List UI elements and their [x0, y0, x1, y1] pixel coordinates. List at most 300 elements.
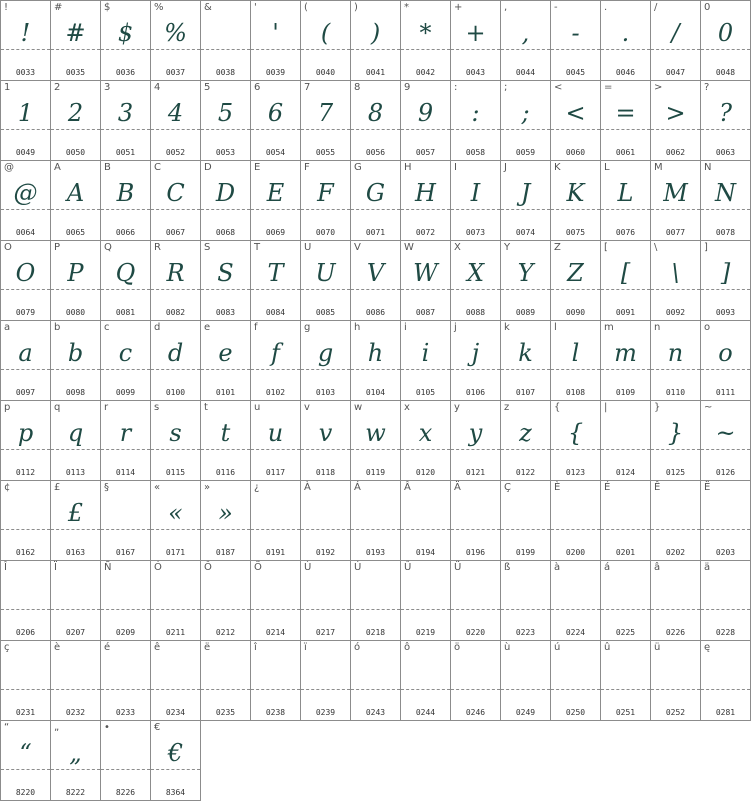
cell-char-label: D: [204, 162, 212, 173]
char-code: 0246: [465, 708, 486, 717]
cell-char-label: S: [204, 242, 211, 253]
char-code: 0057: [415, 148, 436, 157]
glyph-cell: [400, 240, 451, 321]
char-code: 0070: [315, 228, 336, 237]
char-code: 0064: [15, 228, 36, 237]
glyph-sample: ): [370, 19, 381, 47]
glyph-cell: [600, 320, 651, 401]
glyph-sample: q: [67, 419, 84, 447]
char-code: 0098: [65, 388, 86, 397]
char-code: 0196: [465, 548, 486, 557]
char-code: 0088: [465, 308, 486, 317]
cell-char-label: é: [104, 642, 111, 653]
char-code: 0078: [715, 228, 736, 237]
cell-char-label: â: [654, 562, 661, 573]
char-code: 0101: [215, 388, 236, 397]
cell-char-label: |: [604, 402, 608, 413]
char-code: 0201: [615, 548, 636, 557]
cell-char-label: Ä: [454, 482, 461, 493]
char-code: 0250: [565, 708, 586, 717]
glyph-cell: [400, 0, 451, 81]
glyph-sample: k: [518, 339, 533, 367]
glyph-sample: M: [663, 179, 688, 207]
glyph-sample: p: [17, 419, 34, 447]
cell-char-label: w: [354, 402, 363, 413]
cell-char-label: à: [554, 562, 561, 573]
baseline-guide: [601, 689, 650, 690]
glyph-sample: [: [620, 259, 631, 287]
char-code: 0050: [65, 148, 86, 157]
char-code: 0194: [415, 548, 436, 557]
glyph-cell: [700, 480, 751, 561]
glyph-sample: T: [267, 259, 284, 287]
glyph-sample: z: [519, 419, 532, 447]
glyph-sample: L: [617, 179, 634, 207]
cell-char-label: i: [404, 322, 407, 333]
cell-char-label: è: [54, 642, 61, 653]
baseline-guide: [201, 609, 250, 610]
char-code: 0052: [165, 148, 186, 157]
glyph-cell: [450, 320, 501, 401]
glyph-cell: [700, 400, 751, 481]
char-code: 0171: [165, 548, 186, 557]
glyph-sample: }: [667, 419, 684, 447]
cell-char-label: B: [104, 162, 111, 173]
baseline-guide: [201, 689, 250, 690]
glyph-sample: 3: [117, 99, 134, 127]
glyph-sample: H: [415, 179, 436, 207]
glyph-cell: [250, 80, 301, 161]
glyph-cell: [100, 160, 151, 241]
glyph-cell: [550, 640, 601, 721]
glyph-cell: [200, 0, 251, 81]
cell-char-label: Ü: [454, 562, 462, 573]
cell-char-label: Z: [554, 242, 561, 253]
glyph-cell: [100, 400, 151, 481]
cell-char-label: {: [554, 402, 561, 413]
glyph-sample: K: [566, 179, 585, 207]
glyph-sample: Q: [115, 259, 136, 287]
glyph-sample: #: [65, 19, 86, 47]
cell-char-label: y: [454, 402, 460, 413]
glyph-sample: -: [571, 19, 580, 47]
glyph-cell: [600, 560, 651, 641]
glyph-cell: [100, 80, 151, 161]
baseline-guide: [651, 529, 700, 530]
glyph-cell: [500, 640, 551, 721]
char-code: 0081: [115, 308, 136, 317]
glyph-sample: „: [69, 739, 82, 767]
cell-char-label: £: [54, 482, 61, 493]
glyph-cell: [200, 160, 251, 241]
glyph-cell: [200, 400, 251, 481]
glyph-sample: P: [67, 259, 84, 287]
glyph-sample: i: [421, 339, 430, 367]
char-code: 0218: [365, 628, 386, 637]
char-code: 0219: [415, 628, 436, 637]
glyph-cell: [200, 480, 251, 561]
cell-char-label: V: [354, 242, 361, 253]
baseline-guide: [201, 49, 250, 50]
cell-char-label: Ù: [304, 562, 312, 573]
char-code: 0121: [465, 468, 486, 477]
cell-char-label: I: [454, 162, 457, 173]
glyph-sample: n: [667, 339, 684, 367]
glyph-sample: 9: [417, 99, 434, 127]
glyph-sample: £: [67, 499, 84, 527]
cell-char-label: ô: [404, 642, 411, 653]
cell-char-label: •: [104, 722, 110, 733]
char-code: 0225: [615, 628, 636, 637]
baseline-guide: [601, 529, 650, 530]
char-code: 0087: [415, 308, 436, 317]
glyph-cell: [600, 0, 651, 81]
glyph-sample: .: [621, 19, 630, 47]
char-code: 0051: [115, 148, 136, 157]
glyph-cell: [0, 80, 51, 161]
cell-char-label: F: [304, 162, 310, 173]
cell-char-label: „: [54, 722, 60, 733]
cell-char-label: 8: [354, 82, 361, 93]
char-code: 0058: [465, 148, 486, 157]
cell-char-label: ]: [704, 242, 708, 253]
char-code: 0086: [365, 308, 386, 317]
char-code: 0066: [115, 228, 136, 237]
glyph-cell: [150, 560, 201, 641]
baseline-guide: [601, 609, 650, 610]
cell-char-label: t: [204, 402, 208, 413]
baseline-guide: [101, 769, 150, 770]
cell-char-label: Û: [404, 562, 412, 573]
glyph-sample: m: [614, 339, 637, 367]
baseline-guide: [351, 609, 400, 610]
baseline-guide: [401, 609, 450, 610]
char-code: 0249: [515, 708, 536, 717]
char-code: 0231: [15, 708, 36, 717]
glyph-cell: [600, 480, 651, 561]
glyph-cell: [300, 0, 351, 81]
cell-char-label: :: [454, 82, 458, 93]
glyph-cell: [700, 320, 751, 401]
char-code: 0206: [15, 628, 36, 637]
glyph-cell: [50, 400, 101, 481]
baseline-guide: [501, 609, 550, 610]
glyph-cell: [400, 400, 451, 481]
cell-char-label: f: [254, 322, 258, 333]
cell-char-label: î: [254, 642, 257, 653]
char-code: 0193: [365, 548, 386, 557]
cell-char-label: ': [254, 2, 257, 13]
glyph-sample: a: [18, 339, 33, 367]
glyph-sample: »: [218, 499, 233, 527]
char-code: 0062: [665, 148, 686, 157]
baseline-guide: [701, 689, 750, 690]
cell-char-label: A: [54, 162, 61, 173]
glyph-cell: [100, 240, 151, 321]
glyph-sample: F: [317, 179, 334, 207]
glyph-cell: [250, 320, 301, 401]
char-code: 0123: [565, 468, 586, 477]
glyph-cell: [650, 80, 701, 161]
char-code: 0084: [265, 308, 286, 317]
glyph-cell: [650, 560, 701, 641]
glyph-sample: S: [217, 259, 234, 287]
char-code: 8222: [65, 788, 86, 797]
cell-char-label: ú: [554, 642, 561, 653]
cell-char-label: ü: [654, 642, 661, 653]
cell-char-label: Ë: [704, 482, 711, 493]
cell-char-label: s: [154, 402, 160, 413]
char-code: 8364: [165, 788, 186, 797]
char-code: 0214: [265, 628, 286, 637]
cell-char-label: b: [54, 322, 61, 333]
char-code: 0079: [15, 308, 36, 317]
cell-char-label: G: [354, 162, 362, 173]
char-code: 0102: [265, 388, 286, 397]
glyph-sample: ,: [521, 19, 530, 47]
glyph-sample: 7: [317, 99, 334, 127]
cell-char-label: 7: [304, 82, 311, 93]
glyph-cell: [350, 560, 401, 641]
char-code: 0042: [415, 68, 436, 77]
cell-char-label: H: [404, 162, 412, 173]
char-code: 0187: [215, 548, 236, 557]
char-code: 0120: [415, 468, 436, 477]
cell-char-label: T: [254, 242, 261, 253]
cell-char-label: U: [304, 242, 312, 253]
glyph-cell: [200, 240, 251, 321]
cell-char-label: +: [454, 2, 463, 13]
baseline-guide: [251, 609, 300, 610]
glyph-cell: [100, 0, 151, 81]
glyph-cell: [0, 240, 51, 321]
cell-char-label: K: [554, 162, 561, 173]
char-code: 0114: [115, 468, 136, 477]
cell-char-label: ~: [704, 402, 713, 413]
char-code: 0035: [65, 68, 86, 77]
glyph-cell: [350, 320, 401, 401]
glyph-cell: [150, 320, 201, 401]
glyph-sample: x: [418, 419, 433, 447]
glyph-sample: I: [470, 179, 481, 207]
char-code: 0110: [665, 388, 686, 397]
glyph-cell: [700, 640, 751, 721]
glyph-cell: [300, 80, 351, 161]
cell-char-label: ê: [154, 642, 161, 653]
char-code: 0209: [115, 628, 136, 637]
char-code: 0233: [115, 708, 136, 717]
baseline-guide: [1, 609, 50, 610]
cell-char-label: Ï: [54, 562, 57, 573]
glyph-cell: [0, 560, 51, 641]
char-code: 0053: [215, 148, 236, 157]
glyph-cell: [450, 0, 501, 81]
cell-char-label: Y: [504, 242, 511, 253]
glyph-cell: [250, 400, 301, 481]
baseline-guide: [451, 609, 500, 610]
cell-char-label: ,: [504, 2, 508, 13]
baseline-guide: [551, 529, 600, 530]
glyph-cell: [300, 480, 351, 561]
char-code: 0238: [265, 708, 286, 717]
glyph-cell: [500, 480, 551, 561]
cell-char-label: j: [454, 322, 457, 333]
glyph-cell: [600, 240, 651, 321]
glyph-cell: [0, 640, 51, 721]
char-code: 0090: [565, 308, 586, 317]
char-code: 0244: [415, 708, 436, 717]
baseline-guide: [251, 529, 300, 530]
char-code: 0251: [615, 708, 636, 717]
glyph-cell: [350, 240, 401, 321]
char-code: 0226: [665, 628, 686, 637]
glyph-cell: [400, 80, 451, 161]
cell-char-label: %: [154, 2, 164, 13]
cell-char-label: “: [4, 722, 10, 733]
cell-char-label: 6: [254, 82, 261, 93]
glyph-sample: D: [215, 179, 236, 207]
cell-char-label: q: [54, 402, 61, 413]
cell-char-label: R: [154, 242, 161, 253]
glyph-cell: [300, 640, 351, 721]
cell-char-label: É: [604, 482, 611, 493]
glyph-cell: [300, 400, 351, 481]
char-code: 0040: [315, 68, 336, 77]
char-code: 0109: [615, 388, 636, 397]
cell-char-label: Ö: [254, 562, 262, 573]
glyph-cell: [0, 0, 51, 81]
glyph-cell: [550, 400, 601, 481]
cell-char-label: o: [704, 322, 711, 333]
glyph-cell: [0, 720, 51, 801]
baseline-guide: [701, 529, 750, 530]
glyph-cell: [500, 0, 551, 81]
glyph-sample: o: [718, 339, 733, 367]
cell-char-label: N: [704, 162, 712, 173]
char-code: 0113: [65, 468, 86, 477]
baseline-guide: [1, 529, 50, 530]
cell-char-label: <: [554, 82, 563, 93]
glyph-sample: R: [166, 259, 185, 287]
char-code: 0091: [615, 308, 636, 317]
glyph-cell: [200, 560, 251, 641]
glyph-cell: [50, 320, 101, 401]
baseline-guide: [151, 689, 200, 690]
glyph-sample: Z: [567, 259, 584, 287]
cell-char-label: >: [654, 82, 663, 93]
cell-char-label: @: [4, 162, 14, 173]
char-code: 0103: [315, 388, 336, 397]
cell-char-label: €: [154, 722, 161, 733]
glyph-cell: [0, 400, 51, 481]
char-code: 0075: [565, 228, 586, 237]
glyph-cell: [0, 160, 51, 241]
cell-char-label: /: [654, 2, 658, 13]
char-code: 0163: [65, 548, 86, 557]
glyph-cell: [550, 160, 601, 241]
glyph-cell: [0, 480, 51, 561]
glyph-cell: [50, 0, 101, 81]
glyph-sample: Y: [517, 259, 534, 287]
baseline-guide: [651, 689, 700, 690]
glyph-sample: $: [117, 19, 134, 47]
char-code: 0080: [65, 308, 86, 317]
cell-char-label: n: [654, 322, 661, 333]
cell-char-label: =: [604, 82, 613, 93]
char-code: 0167: [115, 548, 136, 557]
char-code: 0228: [715, 628, 736, 637]
baseline-guide: [151, 609, 200, 610]
char-code: 0281: [715, 708, 736, 717]
char-code: 0122: [515, 468, 536, 477]
glyph-sample: f: [271, 339, 280, 367]
glyph-sample: =: [615, 99, 636, 127]
char-code: 0192: [315, 548, 336, 557]
char-code: 0044: [515, 68, 536, 77]
char-code: 0224: [565, 628, 586, 637]
char-code: 0093: [715, 308, 736, 317]
glyph-sample: d: [167, 339, 184, 367]
glyph-sample: c: [118, 339, 133, 367]
cell-char-label: c: [104, 322, 110, 333]
glyph-cell: [500, 240, 551, 321]
glyph-cell: [600, 80, 651, 161]
char-code: 0055: [315, 148, 336, 157]
glyph-cell: [650, 320, 701, 401]
char-code: 0085: [315, 308, 336, 317]
baseline-guide: [351, 529, 400, 530]
char-code: 0106: [465, 388, 486, 397]
char-code: 0116: [215, 468, 236, 477]
cell-char-label: }: [654, 402, 661, 413]
char-code: 0234: [165, 708, 186, 717]
glyph-cell: [150, 0, 201, 81]
char-code: 0108: [565, 388, 586, 397]
char-code: 0089: [515, 308, 536, 317]
glyph-cell: [250, 160, 301, 241]
glyph-sample: %: [164, 19, 187, 47]
glyph-cell: [350, 400, 401, 481]
cell-char-label: ù: [504, 642, 511, 653]
char-code: 0125: [665, 468, 686, 477]
cell-char-label: l: [554, 322, 557, 333]
glyph-sample: ': [272, 19, 279, 47]
char-code: 0077: [665, 228, 686, 237]
glyph-cell: [200, 80, 251, 161]
glyph-sample: t: [220, 419, 231, 447]
char-code: 0083: [215, 308, 236, 317]
char-code: 0068: [215, 228, 236, 237]
char-code: 0072: [415, 228, 436, 237]
glyph-sample: ;: [521, 99, 530, 127]
glyph-cell: [100, 560, 151, 641]
glyph-cell: [100, 640, 151, 721]
glyph-sample: l: [571, 339, 580, 367]
char-code: 0202: [665, 548, 686, 557]
cell-char-label: h: [354, 322, 361, 333]
cell-char-label: Ê: [654, 482, 661, 493]
char-code: 0235: [215, 708, 236, 717]
glyph-cell: [250, 0, 301, 81]
cell-char-label: O: [4, 242, 12, 253]
char-code: 0092: [665, 308, 686, 317]
cell-char-label: ë: [204, 642, 211, 653]
char-code: 0117: [265, 468, 286, 477]
glyph-cell: [350, 160, 401, 241]
glyph-cell: [450, 560, 501, 641]
char-code: 0082: [165, 308, 186, 317]
glyph-sample: \: [671, 259, 680, 287]
